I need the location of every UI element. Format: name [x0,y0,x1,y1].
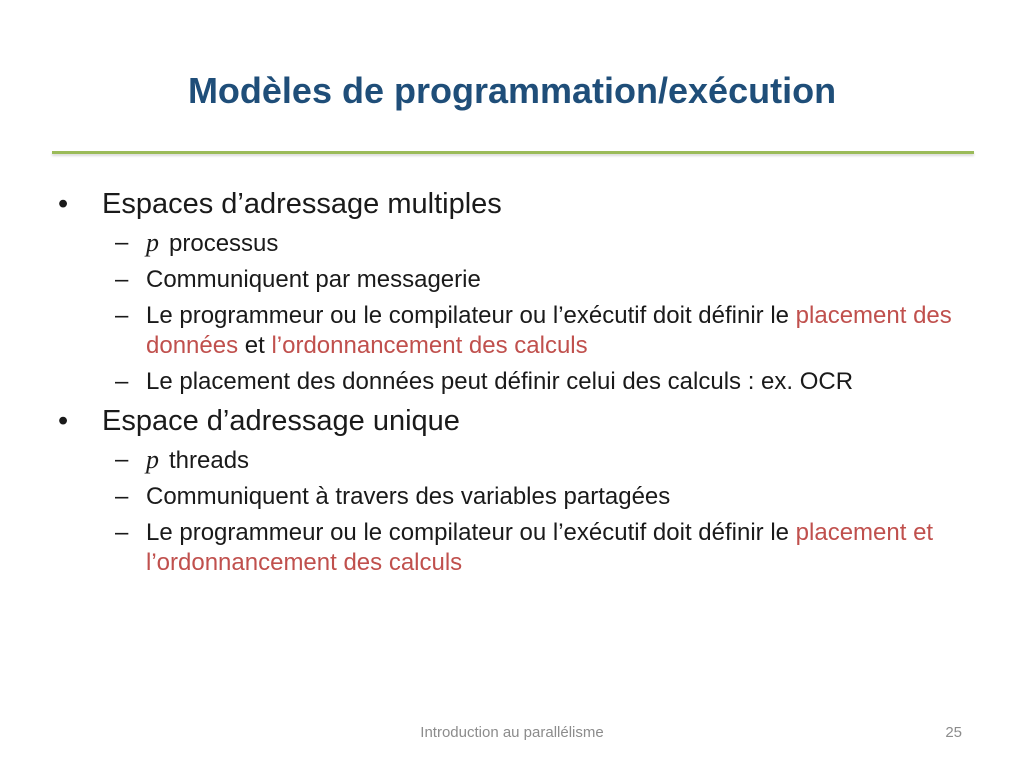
bullet-text: Communiquent à travers des variables partagées [146,483,671,510]
dash-icon: – [115,519,129,546]
bullet-level1 [58,186,988,222]
bullet-level2 [58,482,988,512]
bullet-text: et [238,332,272,359]
bullet-level2 [58,265,988,295]
bullet-level2 [58,367,988,397]
dash-icon: – [115,266,129,293]
bullet-dot-icon: • [58,405,69,437]
bullet-text: Le placement des données peut définir celui des calculs : ex. OCR [146,368,854,395]
bullet-text: threads [169,447,250,474]
bullet-level2 [58,228,988,259]
dash-icon: – [115,368,129,395]
dash-icon: – [115,483,129,510]
bullet-level2 [58,518,988,578]
bullet-text: Le programmeur ou le compilateur ou l’exécutif doit définir le [146,519,796,546]
highlighted-text: l’ordonnancement des calculs [271,332,588,359]
slide-title: Modèles de programmation/exécution [187,70,837,111]
highlighted-text: placement et l’ordonnancement des calculs [146,519,934,576]
math-variable: p [146,228,159,257]
bullet-level2 [58,301,988,361]
highlighted-text: placement des données [146,302,952,359]
slide-body [58,180,988,578]
bullet-dot-icon: • [58,188,69,220]
bullet-text: processus [169,230,279,257]
dash-icon: – [115,446,129,473]
dash-icon: – [115,229,129,256]
bullet-text: Communiquent par messagerie [146,266,481,293]
bullet-text: Espaces d’adressage multiples [102,188,502,220]
bullet-text: Le programmeur ou le compilateur ou l’exécutif doit définir le [146,302,796,329]
math-variable: p [146,445,159,474]
bullet-text: Espace d’adressage unique [102,405,460,437]
dash-icon: – [115,302,129,329]
slide-footer: Introduction au parallélisme [420,724,604,741]
title-divider [52,151,974,154]
bullet-level2 [58,445,988,476]
bullet-level1 [58,403,988,439]
page-number: 25 [945,724,962,741]
